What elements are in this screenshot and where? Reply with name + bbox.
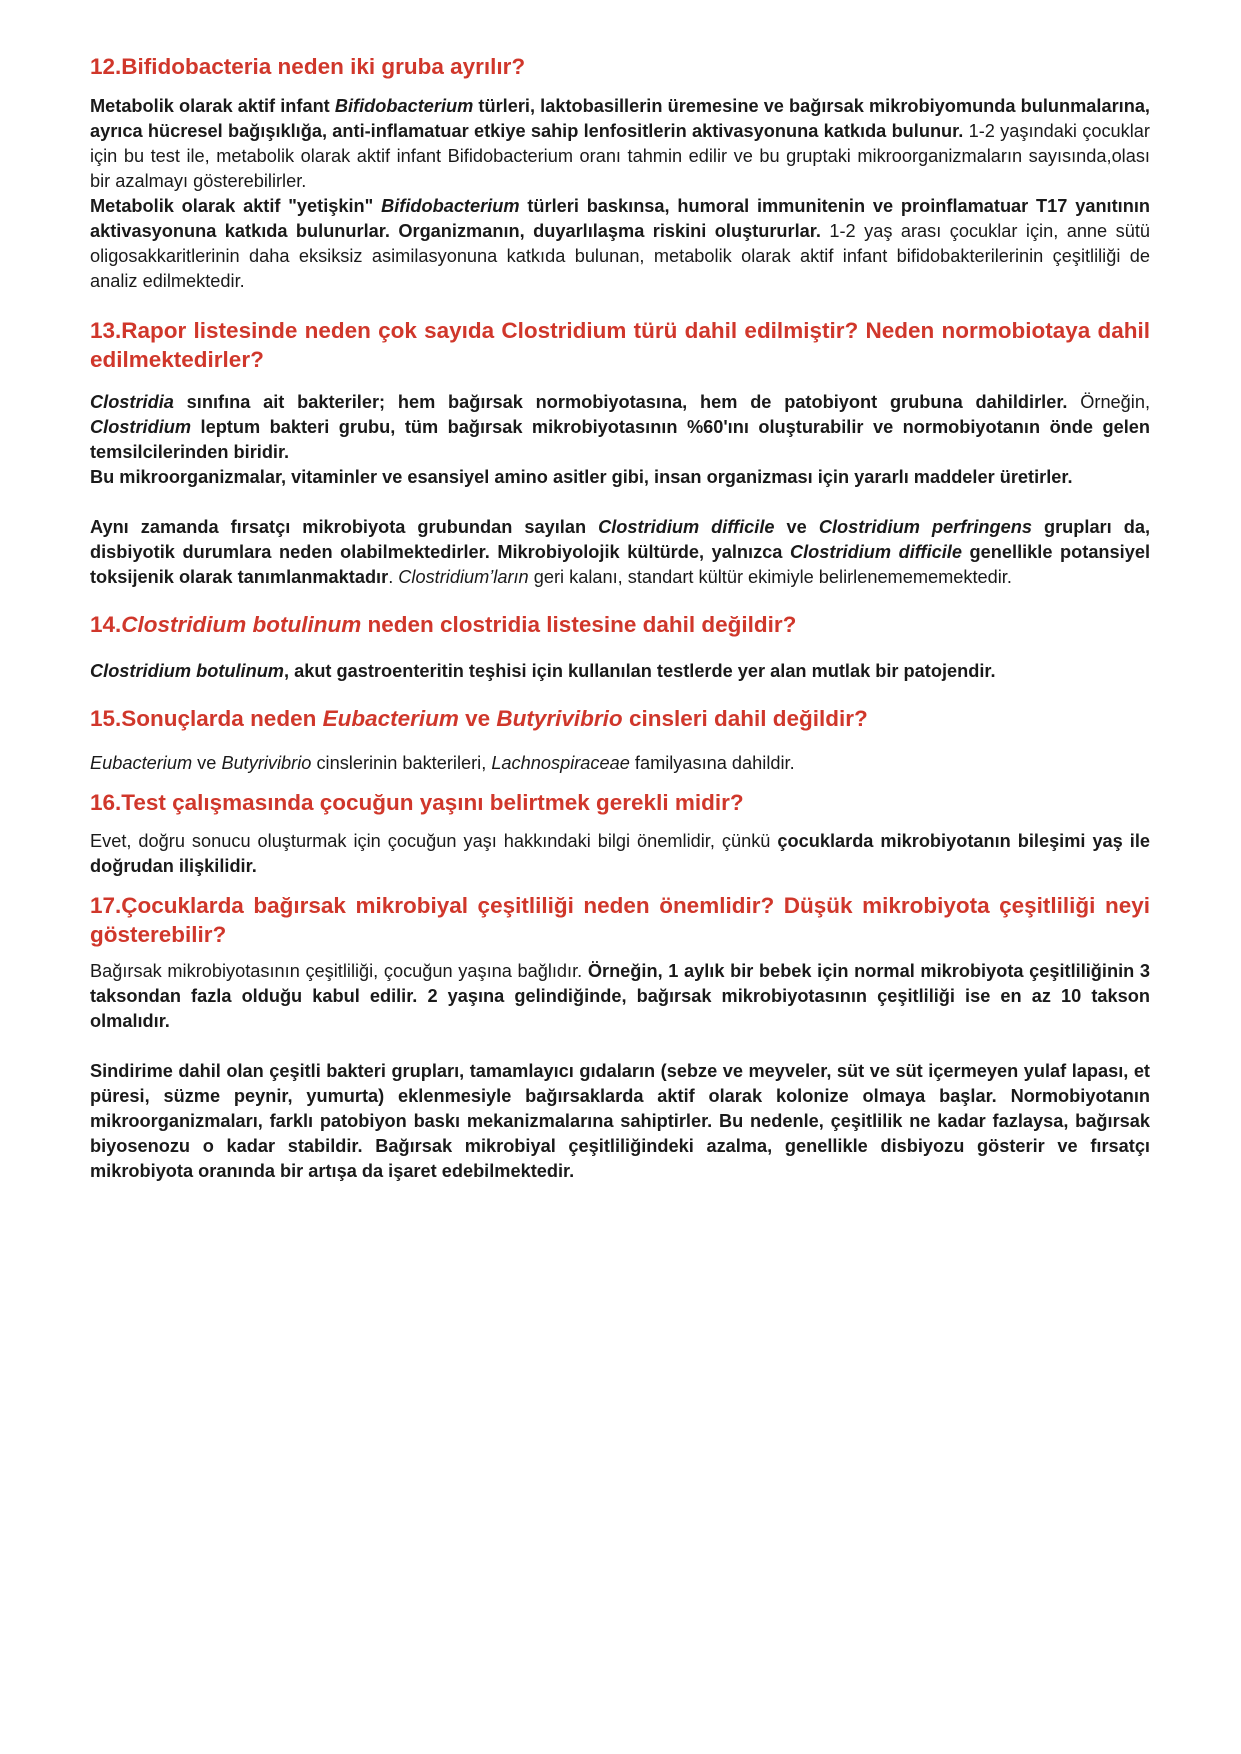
- question-16-heading: 16.Test çalışmasında çocuğun yaşını belirtmek gerekli midir?: [90, 790, 744, 815]
- answer-17-paragraph-1: Bağırsak mikrobiyotasının çeşitliliği, çocuğun yaşına bağlıdır. Örneğin, 1 aylık bir bebek için normal mikrobiyota çeşitliliğinin 3 taksondan fazla olduğu kabul edilir. 2 yaşına gelindiğinde, bağırsak mikrobiyotasının çeşitliliği ise en az 10 takson olmalıdır.: [90, 961, 1150, 1031]
- question-17-heading: 17.Çocuklarda bağırsak mikrobiyal çeşitliliği neden önemlidir? Düşük mikrobiyota çeşitliliği neyi gösterebilir?: [90, 893, 1150, 947]
- question-14-heading: 14.Clostridium botulinum neden clostridia listesine dahil değildir?: [90, 612, 797, 637]
- question-13-heading: 13.Rapor listesinde neden çok sayıda Clostridium türü dahil edilmiştir? Neden normobiotaya dahil edilmektedirler?: [90, 318, 1150, 372]
- question-12-heading: 12.Bifidobacteria neden iki gruba ayrılır?: [90, 54, 526, 79]
- answer-13-paragraph-2: Bu mikroorganizmalar, vitaminler ve esansiyel amino asitler gibi, insan organizması için yararlı maddeler üretirler.: [90, 467, 1073, 487]
- answer-12-paragraph-1: Metabolik olarak aktif infant Bifidobacterium türleri, laktobasillerin üremesine ve bağırsak mikrobiyomunda bulunmalarına, ayrıca hücresel bağışıklığa, anti-inflamatuar etkiye sahip lenfositlerin aktivasyonuna katkıda bulunur. 1-2 yaşındaki çocuklar için bu test ile, metabolik olarak aktif infant Bifidobacterium oranı tahmin edilir ve bu gruptaki mikroorganizmaların sayısında,olası bir azalmayı gösterebilirler.: [90, 96, 1150, 191]
- answer-17-paragraph-2: Sindirime dahil olan çeşitli bakteri grupları, tamamlayıcı gıdaların (sebze ve meyveler, süt ve süt içermeyen yulaf lapası, et püresi, süzme peynir, yumurta) eklenmesiyle bağırsaklarda aktif olarak kolonize olmaya başlar. Normobiyotanın mikroorganizmaları, farklı patobiyon baskı mekanizmalarına sahiptirler. Bu nedenle, çeşitlilik ne kadar fazlaysa, bağırsak biyosenozu o kadar stabildir. Bağırsak mikrobiyal çeşitliliğindeki azalma, genellikle disbiyozu gösterir ve fırsatçı mikrobiyota oranında bir artışa da işaret edebilmektedir.: [90, 1061, 1150, 1181]
- question-15-heading: 15.Sonuçlarda neden Eubacterium ve Butyrivibrio cinsleri dahil değildir?: [90, 706, 868, 731]
- answer-14-paragraph-1: Clostridium botulinum, akut gastroenteritin teşhisi için kullanılan testlerde yer alan mutlak bir patojendir.: [90, 661, 996, 681]
- document-page: [90, 52, 1150, 1184]
- answer-15-paragraph-1: Eubacterium ve Butyrivibrio cinslerinin bakterileri, Lachnospiraceae familyasına dahildir.: [90, 753, 795, 773]
- answer-13-paragraph-3: Aynı zamanda fırsatçı mikrobiyota grubundan sayılan Clostridium difficile ve Clostridium perfringens grupları da, disbiyotik durumlara neden olabilmektedirler. Mikrobiyolojik kültürde, yalnızca Clostridium difficile genellikle potansiyel toksijenik olarak tanımlanmaktadır. Clostridium’ların geri kalanı, standart kültür ekimiyle belirlenemememektedir.: [90, 517, 1150, 587]
- answer-16-paragraph-1: Evet, doğru sonucu oluşturmak için çocuğun yaşı hakkındaki bilgi önemlidir, çünkü çocuklarda mikrobiyotanın bileşimi yaş ile doğrudan ilişkilidir.: [90, 831, 1150, 876]
- answer-13-paragraph-1: Clostridia sınıfına ait bakteriler; hem bağırsak normobiyotasına, hem de patobiyont grubuna dahildirler. Örneğin, Clostridium leptum bakteri grubu, tüm bağırsak mikrobiyotasının %60'ını oluşturabilir ve normobiyotanın önde gelen temsilcilerinden biridir.: [90, 392, 1150, 462]
- answer-12-paragraph-2: Metabolik olarak aktif "yetişkin" Bifidobacterium türleri baskınsa, humoral immunitenin ve proinflamatuar T17 yanıtının aktivasyonuna katkıda bulunurlar. Organizmanın, duyarlılaşma riskini oluştururlar. 1-2 yaş arası çocuklar için, anne sütü oligosakkaritlerinin daha eksiksiz asimilasyonuna katkıda bulunan, metabolik olarak aktif infant bifidobakterilerinin çeşitliliği de analiz edilmektedir.: [90, 196, 1150, 291]
